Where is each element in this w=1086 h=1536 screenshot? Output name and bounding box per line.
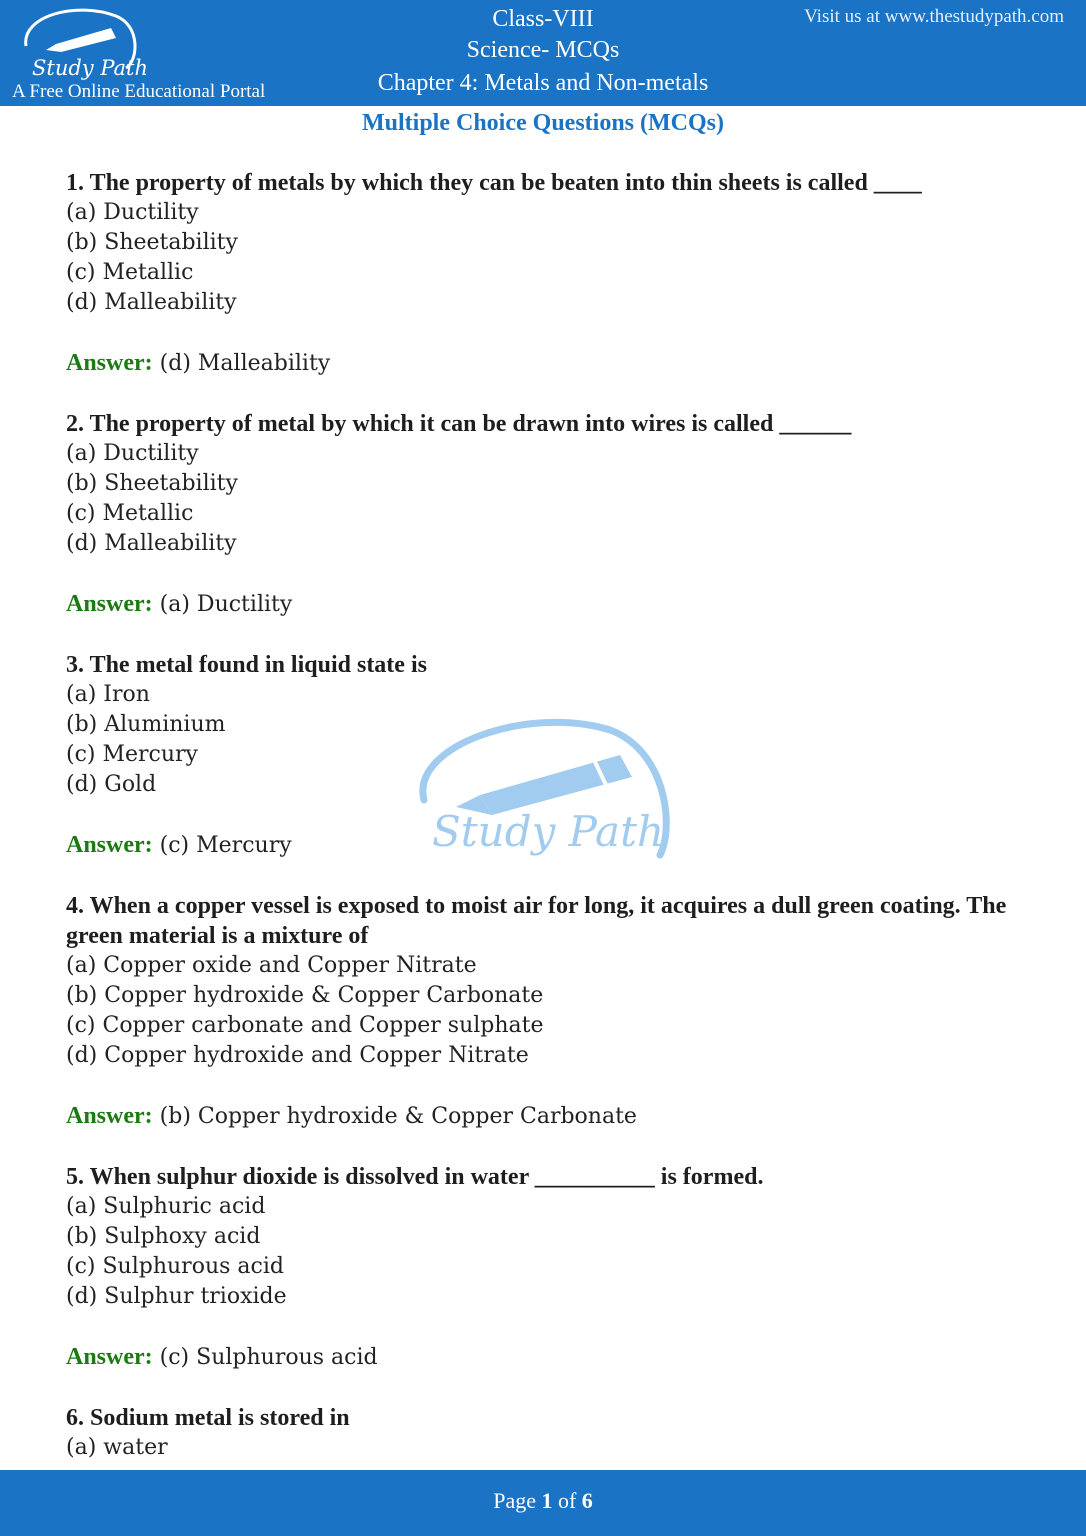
question-5 [66, 1162, 1046, 1373]
page-number [0, 1488, 1086, 1514]
question-4 [66, 891, 1046, 1132]
question-3 [66, 650, 1046, 861]
question-text: 5. When sulphur dioxide is dissolved in water __________ is formed. [66, 1164, 764, 1190]
page-footer [0, 1470, 1086, 1536]
question-list [66, 168, 1046, 1493]
chapter-label: Chapter 4: Metals and Non-metals [377, 70, 709, 96]
option-c: (c) Mercury [66, 742, 198, 767]
answer-text: (b) Copper hydroxide & Copper Carbonate [159, 1104, 637, 1129]
option-a: (a) Iron [66, 682, 150, 707]
option-b: (b) Sheetability [66, 471, 238, 496]
question-2 [66, 409, 1046, 620]
option-a: (a) Copper oxide and Copper Nitrate [66, 953, 477, 978]
answer-line [66, 830, 1046, 861]
subject-label: Science- MCQs [466, 37, 620, 63]
option-a: (a) water [66, 1435, 168, 1460]
study-path-logo[interactable] [10, 6, 300, 106]
option-d: (d) Malleability [66, 531, 237, 556]
tagline: A Free Online Educational Portal [12, 81, 266, 102]
answer-label: Answer: [66, 350, 153, 376]
answer-text: (a) Ductility [159, 592, 293, 617]
option-b: (b) Sheetability [66, 230, 238, 255]
question-text: 2. The property of metal by which it can be drawn into wires is called ______ [66, 411, 852, 437]
answer-label: Answer: [66, 832, 153, 858]
option-b: (b) Copper hydroxide & Copper Carbonate [66, 983, 544, 1008]
watermark-text: Study Path [432, 807, 665, 856]
option-d: (d) Sulphur trioxide [66, 1284, 287, 1309]
answer-line [66, 1342, 1046, 1373]
answer-label: Answer: [66, 1103, 153, 1129]
answer-label: Answer: [66, 1344, 153, 1370]
option-c: (c) Metallic [66, 501, 194, 526]
answer-text: (d) Malleability [159, 351, 331, 376]
class-label: Class-VIII [492, 6, 594, 32]
website-link[interactable]: Visit us at www.thestudypath.com [804, 6, 1064, 27]
option-c: (c) Copper carbonate and Copper sulphate [66, 1013, 544, 1038]
option-d: (d) Malleability [66, 290, 237, 315]
question-text: 3. The metal found in liquid state is [66, 652, 427, 678]
option-d: (d) Copper hydroxide and Copper Nitrate [66, 1043, 529, 1068]
question-text: 4. When a copper vessel is exposed to moist air for long, it acquires a dull green coating. The green material is a mixture of [66, 893, 1007, 949]
answer-text: (c) Sulphurous acid [159, 1345, 378, 1370]
option-b: (b) Sulphoxy acid [66, 1224, 261, 1249]
page-of: of [557, 1488, 577, 1513]
option-a: (a) Ductility [66, 200, 199, 225]
answer-label: Answer: [66, 591, 153, 617]
option-a: (a) Sulphuric acid [66, 1194, 266, 1219]
page-total: 6 [581, 1488, 593, 1513]
question-6 [66, 1403, 1046, 1463]
answer-text: (c) Mercury [159, 833, 292, 858]
question-text: 6. Sodium metal is stored in [66, 1405, 350, 1431]
page-prefix: Page [493, 1488, 536, 1513]
question-text: 1. The property of metals by which they can be beaten into thin sheets is called ____ [66, 170, 922, 196]
option-b: (b) Aluminium [66, 712, 226, 737]
answer-line [66, 589, 1046, 620]
option-d: (d) Gold [66, 772, 157, 797]
page-header [0, 0, 1086, 106]
page-title: Multiple Choice Questions (MCQs) [362, 110, 724, 136]
answer-line [66, 1101, 1046, 1132]
option-a: (a) Ductility [66, 441, 199, 466]
question-1 [66, 168, 1046, 379]
logo-text: Study Path [32, 56, 149, 80]
answer-line [66, 348, 1046, 379]
option-c: (c) Sulphurous acid [66, 1254, 284, 1279]
option-c: (c) Metallic [66, 260, 194, 285]
page-current: 1 [541, 1488, 553, 1513]
